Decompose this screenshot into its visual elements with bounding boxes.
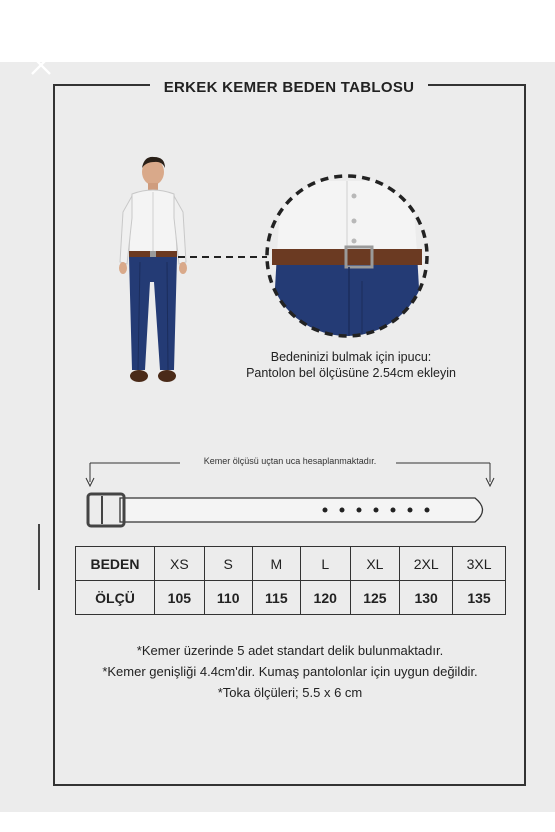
note-line-3: *Toka ölçüleri; 5.5 x 6 cm <box>217 685 363 700</box>
close-button[interactable] <box>28 52 54 78</box>
size-cell: XL <box>350 547 400 581</box>
belt-measure-note: Kemer ölçüsü uçtan uca hesaplanmaktadır. <box>203 456 377 466</box>
size-cell: XS <box>155 547 205 581</box>
page-title: ERKEK KEMER BEDEN TABLOSU <box>150 77 428 99</box>
size-row <box>76 547 506 581</box>
value-cell: 110 <box>204 581 252 615</box>
size-cell: L <box>300 547 350 581</box>
value-cell: 115 <box>252 581 300 615</box>
measurement-bracket <box>84 458 496 488</box>
size-cell: 2XL <box>400 547 453 581</box>
top-bar <box>0 0 555 62</box>
pointer-line <box>178 250 270 264</box>
close-icon <box>28 52 54 78</box>
size-cell: M <box>252 547 300 581</box>
side-divider <box>38 524 40 590</box>
value-cell: 130 <box>400 581 453 615</box>
size-cell: 3XL <box>453 547 506 581</box>
value-cell: 105 <box>155 581 205 615</box>
tip-line-2: Pantolon bel ölçüsüne 2.54cm ekleyin <box>246 366 456 380</box>
value-cell: 120 <box>300 581 350 615</box>
belt-illustration <box>80 490 492 530</box>
size-cell: S <box>204 547 252 581</box>
note-line-2: *Kemer genişliği 4.4cm'dir. Kumaş pantolonlar için uygun değildir. <box>102 664 478 679</box>
row-label-beden: BEDEN <box>76 547 155 581</box>
belt-zoom-illustration <box>262 171 432 341</box>
notes-block <box>60 640 520 703</box>
value-row <box>76 581 506 615</box>
note-line-1: *Kemer üzerinde 5 adet standart delik bulunmaktadır. <box>136 643 444 658</box>
row-label-olcu: ÖLÇÜ <box>76 581 155 615</box>
man-figure-illustration <box>110 152 200 388</box>
value-cell: 125 <box>350 581 400 615</box>
value-cell: 135 <box>453 581 506 615</box>
tip-line-1: Bedeninizi bulmak için ipucu: <box>270 350 432 364</box>
size-table <box>75 546 506 615</box>
